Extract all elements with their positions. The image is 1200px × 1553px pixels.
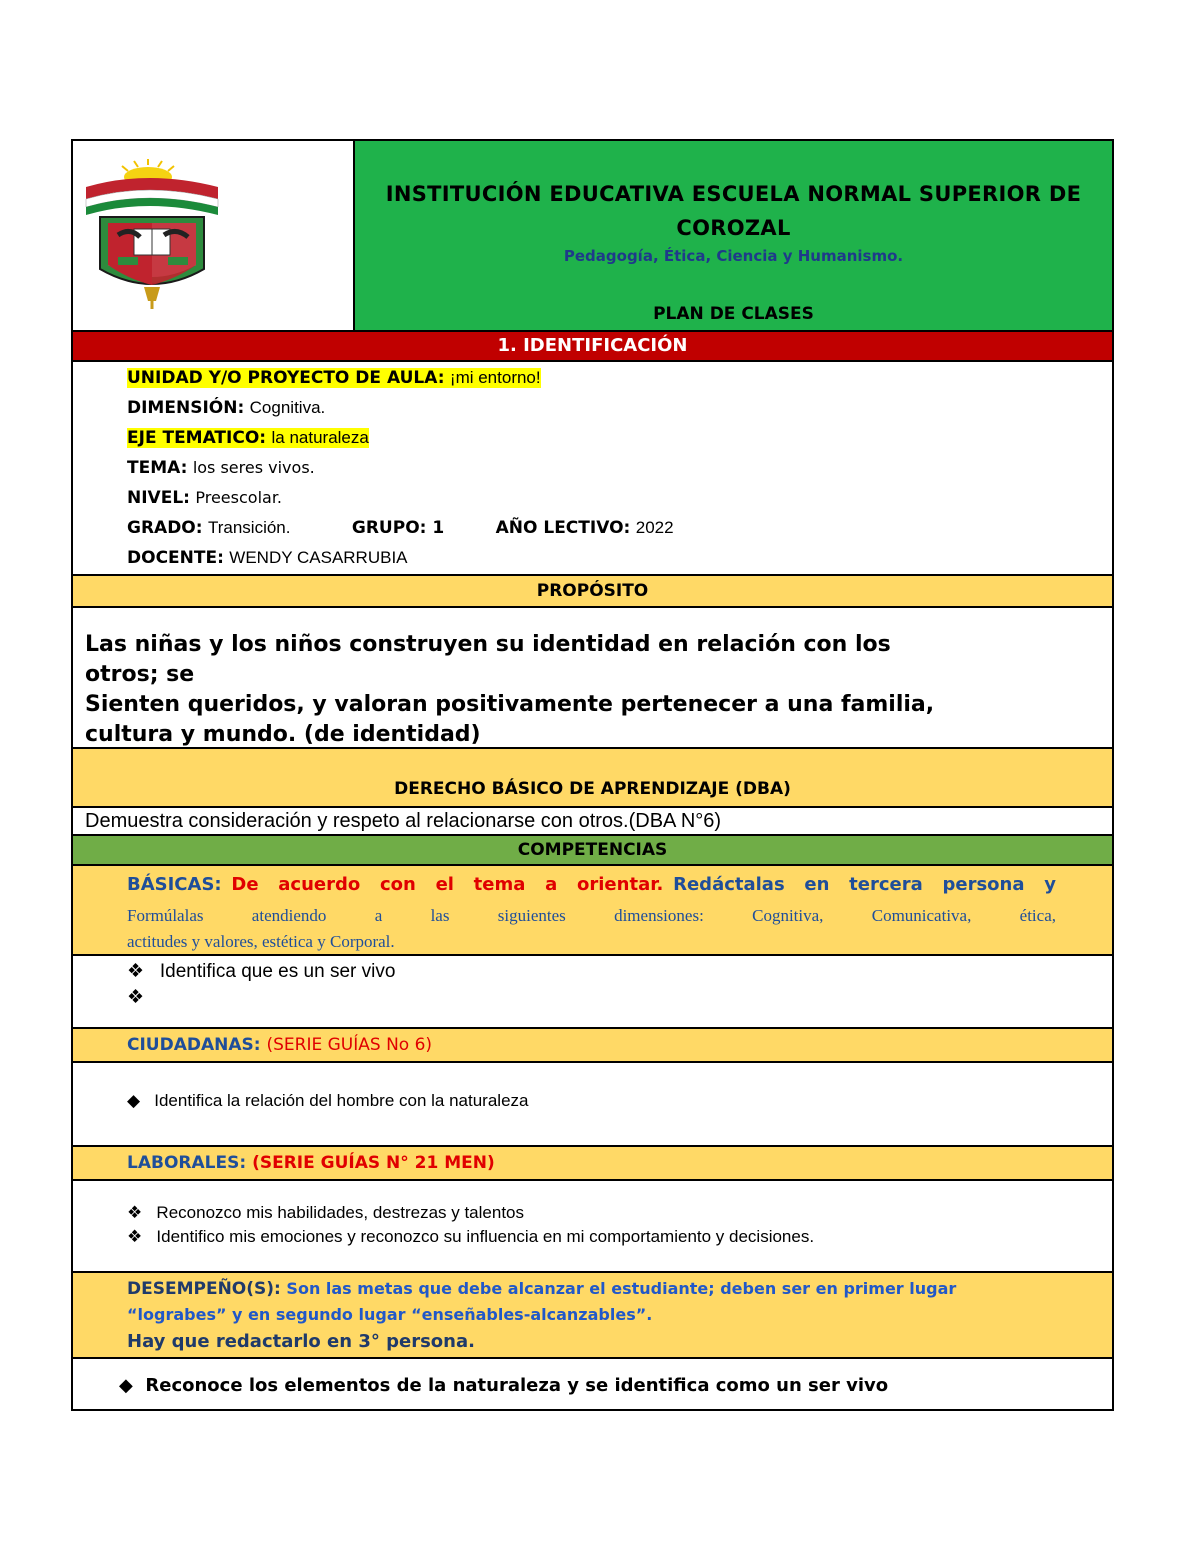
institution-name: INSTITUCIÓN EDUCATIVA ESCUELA NORMAL SUPERIOR DE COROZAL	[385, 182, 1082, 240]
list-item: ◆ Reconoce los elementos de la naturaleza y se identifica como un ser vivo	[119, 1375, 889, 1396]
eje-value: la naturaleza	[271, 428, 369, 447]
laborales-items-section	[73, 1181, 1112, 1273]
basicas-line-1	[127, 874, 1056, 895]
desempenos-label: DESEMPEÑO(S):	[127, 1279, 281, 1299]
logo-cell	[73, 141, 355, 330]
dba-heading-row	[73, 749, 1112, 808]
grado-line	[127, 518, 674, 538]
laborales-ref: (SERIE GUÍAS N° 21 MEN)	[252, 1153, 495, 1173]
basicas-items-section	[73, 956, 1112, 1029]
basicas-label: BÁSICAS:	[127, 874, 222, 895]
basicas-line-2: Formúlalas atendiendo a las siguientes dimensiones: Cognitiva, Comunicativa, ética,	[127, 906, 1056, 925]
desempenos-items-section	[73, 1359, 1112, 1411]
proposito-line: cultura y mundo. (de identidad)	[85, 722, 481, 747]
desempenos-line-2: “lograbes” y en segundo lugar “enseñables-alcanzables”.	[127, 1305, 653, 1324]
laborales-row	[73, 1147, 1112, 1181]
unidad-value: ¡mi entorno!	[449, 368, 541, 387]
proposito-line: Las niñas y los niños construyen su identidad en relación con los	[85, 632, 891, 657]
laborales-heading	[127, 1153, 495, 1173]
anio-label: AÑO LECTIVO:	[495, 518, 631, 538]
list-item: ❖	[127, 987, 145, 1008]
dimension-value: Cognitiva.	[249, 398, 326, 417]
ciudadanas-row	[73, 1029, 1112, 1063]
docente-line	[127, 548, 408, 568]
anio-value: 2022	[635, 518, 674, 537]
desempenos-line-1	[127, 1279, 956, 1299]
proposito-section	[73, 608, 1112, 749]
competencias-heading-row	[73, 836, 1112, 866]
header-row	[73, 141, 1112, 332]
basicas-line-3: actitudes y valores, estética y Corporal.	[127, 932, 395, 951]
nivel-line	[127, 488, 282, 508]
dimension-label: DIMENSIÓN:	[127, 398, 245, 418]
desempenos-line-3: Hay que redactarlo en 3° persona.	[127, 1331, 475, 1352]
grado-label: GRADO:	[127, 518, 203, 538]
ciudadanas-label: CIUDADANAS:	[127, 1035, 261, 1055]
list-item: ❖ Identifica que es un ser vivo	[127, 961, 396, 982]
competencias-heading: COMPETENCIAS	[517, 840, 668, 860]
list-item: ◆ Identifica la relación del hombre con la naturaleza	[127, 1091, 529, 1110]
proposito-line: Sienten queridos, y valoran positivamente pertenecer a una familia,	[85, 692, 935, 717]
desempenos-text-1: Son las metas que debe alcanzar el estudiante; deben ser en primer lugar	[286, 1279, 957, 1298]
proposito-line: otros; se	[85, 662, 195, 687]
list-item: ❖ Reconozco mis habilidades, destrezas y talentos	[127, 1203, 525, 1222]
identificacion-section	[73, 362, 1112, 576]
ciudadanas-items-section	[73, 1063, 1112, 1147]
proposito-text	[85, 630, 934, 750]
desempeno-item-text: Reconoce los elementos de la naturaleza y se identifica como un ser vivo	[145, 1375, 889, 1396]
basicas-row	[73, 866, 1112, 956]
tema-line	[127, 458, 315, 478]
eje-line	[127, 428, 369, 448]
plan-title: PLAN DE CLASES	[653, 304, 814, 324]
basicas-item-text: Identifica que es un ser vivo	[159, 961, 396, 982]
ciudadanas-item-text: Identifica la relación del hombre con la naturaleza	[154, 1091, 529, 1110]
laborales-item-text: Identifico mis emociones y reconozco su influencia en mi comportamiento y decisiones.	[156, 1227, 815, 1246]
grado-value: Transición.	[207, 518, 291, 537]
proposito-heading: PROPÓSITO	[536, 581, 649, 601]
basicas-red-text: De acuerdo con el tema a orientar.	[231, 874, 664, 895]
desempenos-row	[73, 1273, 1112, 1359]
ciudadanas-ref: (SERIE GUÍAS No 6)	[266, 1035, 433, 1055]
ciudadanas-heading	[127, 1035, 432, 1055]
grupo-label: GRUPO: 1	[351, 518, 445, 538]
lesson-plan-document	[71, 139, 1114, 1411]
eje-label: EJE TEMATICO:	[127, 428, 267, 448]
list-item: ❖ Identifico mis emociones y reconozco su influencia en mi comportamiento y decisiones.	[127, 1227, 815, 1246]
dba-text: Demuestra consideración y respeto al relacionarse con otros.(DBA N°6)	[85, 810, 722, 832]
tema-label: TEMA:	[127, 458, 188, 478]
nivel-label: NIVEL:	[127, 488, 190, 508]
basicas-blue-text: Redáctalas en tercera persona y	[673, 874, 1056, 895]
docente-value: WENDY CASARRUBIA	[229, 548, 408, 567]
unidad-line	[127, 368, 541, 388]
dba-heading: DERECHO BÁSICO DE APRENDIZAJE (DBA)	[394, 779, 791, 799]
header-title-cell	[355, 141, 1112, 330]
institution-motto: Pedagogía, Ética, Ciencia y Humanismo.	[563, 247, 904, 265]
docente-label: DOCENTE:	[127, 548, 224, 568]
proposito-heading-row	[73, 576, 1112, 608]
dimension-line	[127, 398, 325, 418]
tema-value: los seres vivos.	[192, 458, 315, 477]
school-crest-logo	[78, 159, 238, 309]
dba-section	[73, 808, 1112, 836]
nivel-value: Preescolar.	[195, 488, 283, 507]
unidad-label: UNIDAD Y/O PROYECTO DE AULA:	[127, 368, 445, 388]
laborales-label: LABORALES:	[127, 1153, 247, 1173]
identificacion-heading: 1. IDENTIFICACIÓN	[73, 330, 1112, 362]
laborales-item-text: Reconozco mis habilidades, destrezas y talentos	[156, 1203, 525, 1222]
